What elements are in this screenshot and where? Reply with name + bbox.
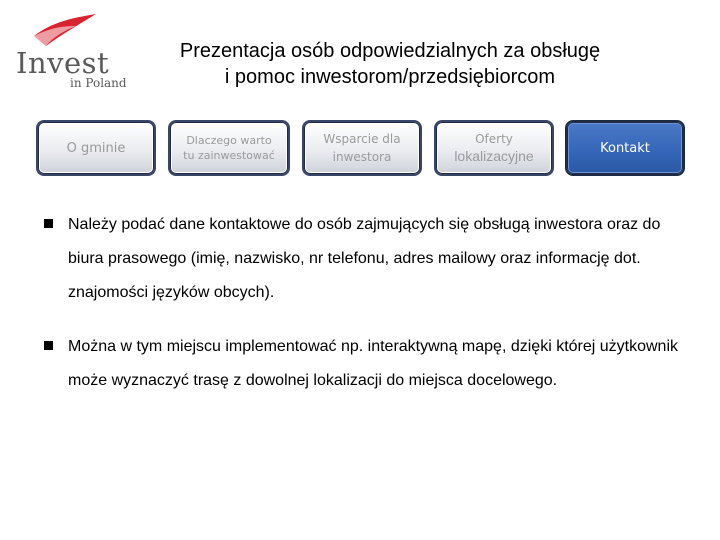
page-title-line2: i pomoc inwestorom/przedsiębiorcom (224, 66, 556, 88)
nav-label-line2: lokalizacyjne (454, 148, 534, 164)
logo-wordmark: Invest (16, 46, 110, 80)
nav-label: O gminie (66, 140, 126, 156)
logo-subtitle: in Poland (70, 76, 127, 90)
list-item (44, 330, 694, 398)
content-bullet-list (44, 208, 694, 398)
nav-kontakt-button[interactable] (567, 122, 683, 174)
nav-label: Kontakt (600, 140, 650, 156)
nav-wsparcie-button[interactable] (304, 122, 420, 174)
nav-dlaczego-warto-button[interactable] (170, 122, 288, 174)
bullet-square-icon (44, 341, 53, 350)
invest-in-poland-logo (14, 12, 127, 92)
bullet-square-icon (44, 219, 53, 228)
nav-oferty-button[interactable] (436, 122, 552, 174)
nav-label: Wsparcie dla inwestora (323, 132, 401, 164)
bullet-text: Należy podać dane kontaktowe do osób zajmujących się obsługą inwestora oraz do biura prasowego (imię, nazwisko, nr telefonu, adres mailowy oraz informację dot. znajomości języków obcych). (68, 216, 661, 301)
bullet-text: Można w tym miejscu implementować np. interaktywną mapę, dzięki której użytkownik może wyznaczyć trasę z dowolnej lokalizacji do miejsca docelowego. (68, 338, 679, 389)
nav-label-line1: Oferty (475, 132, 513, 146)
nav-label: Dlaczego warto tu zainwestować (183, 134, 275, 162)
flag-swoosh-icon (32, 12, 102, 48)
list-item (44, 208, 694, 310)
nav-o-gminie-button[interactable] (38, 122, 154, 174)
page-title (140, 38, 640, 90)
page-title-line1: Prezentacja osób odpowiedzialnych za obsługę (179, 40, 601, 62)
